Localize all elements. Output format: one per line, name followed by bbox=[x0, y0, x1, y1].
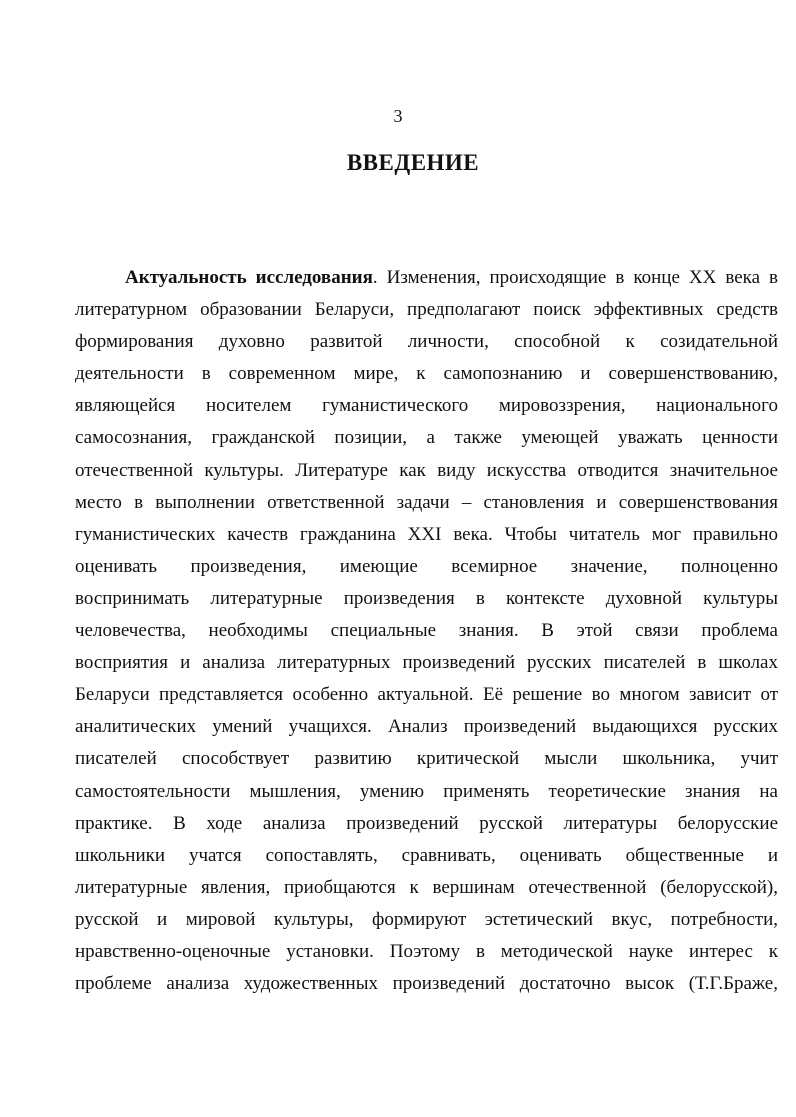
paragraph-line: являющейся носителем гуманистического мировоззрения, национального bbox=[75, 395, 778, 417]
paragraph-line: писателей способствует развитию критической мысли школьника, учит bbox=[75, 748, 778, 770]
paragraph-line: Беларуси представляется особенно актуальной. Её решение во многом зависит от bbox=[75, 684, 778, 706]
paragraph-line: нравственно-оценочные установки. Поэтому в методической науке интерес к bbox=[75, 940, 778, 962]
paragraph-line: место в выполнении ответственной задачи – становления и совершенствования bbox=[75, 491, 778, 513]
paragraph-line: отечественной культуры. Литературе как виду искусства отводится значительное bbox=[75, 459, 778, 481]
section-title: ВВЕДЕНИЕ bbox=[346, 150, 480, 175]
paragraph-line: оценивать произведения, имеющие всемирное значение, полноценно bbox=[75, 555, 778, 577]
paragraph-line: практике. В ходе анализа произведений русской литературы белорусские bbox=[75, 812, 778, 834]
paragraph-line: самостоятельности мышления, умению применять теоретические знания на bbox=[75, 780, 778, 802]
paragraph-line: школьники учатся сопоставлять, сравнивать, оценивать общественные и bbox=[75, 844, 778, 866]
paragraph-line bbox=[75, 262, 778, 294]
paragraph-line: формирования духовно развитой личности, способной к созидательной bbox=[75, 331, 778, 353]
paragraph-line: деятельности в современном мире, к самопознанию и совершенствованию, bbox=[75, 363, 778, 385]
paragraph-line: самосознания, гражданской позиции, а также умеющей уважать ценности bbox=[75, 427, 778, 449]
paragraph-line: литературные явления, приобщаются к вершинам отечественной (белорусской), bbox=[75, 876, 778, 898]
page-number: 3 bbox=[393, 106, 403, 126]
paragraph-line: аналитических умений учащихся. Анализ произведений выдающихся русских bbox=[75, 716, 778, 738]
first-line-text: . Изменения, происходящие в конце XX века в bbox=[372, 267, 778, 288]
paragraph-line: проблеме анализа художественных произведений достаточно высок (Т.Г.Браже, bbox=[75, 973, 778, 995]
paragraph-line: человечества, необходимы специальные знания. В этой связи проблема bbox=[75, 620, 778, 642]
body-paragraph bbox=[75, 262, 778, 1000]
paragraph-line: воспринимать литературные произведения в контексте духовной культуры bbox=[75, 587, 778, 609]
paragraph-line: литературном образовании Беларуси, предполагают поиск эффективных средств bbox=[75, 299, 778, 321]
paragraph-line: восприятия и анализа литературных произведений русских писателей в школах bbox=[75, 652, 778, 674]
paragraph-line: гуманистических качеств гражданина XXI века. Чтобы читатель мог правильно bbox=[75, 523, 778, 545]
paragraph-line: русской и мировой культуры, формируют эстетический вкус, потребности, bbox=[75, 908, 778, 930]
lead-bold-text: Актуальность исследования bbox=[125, 267, 373, 288]
